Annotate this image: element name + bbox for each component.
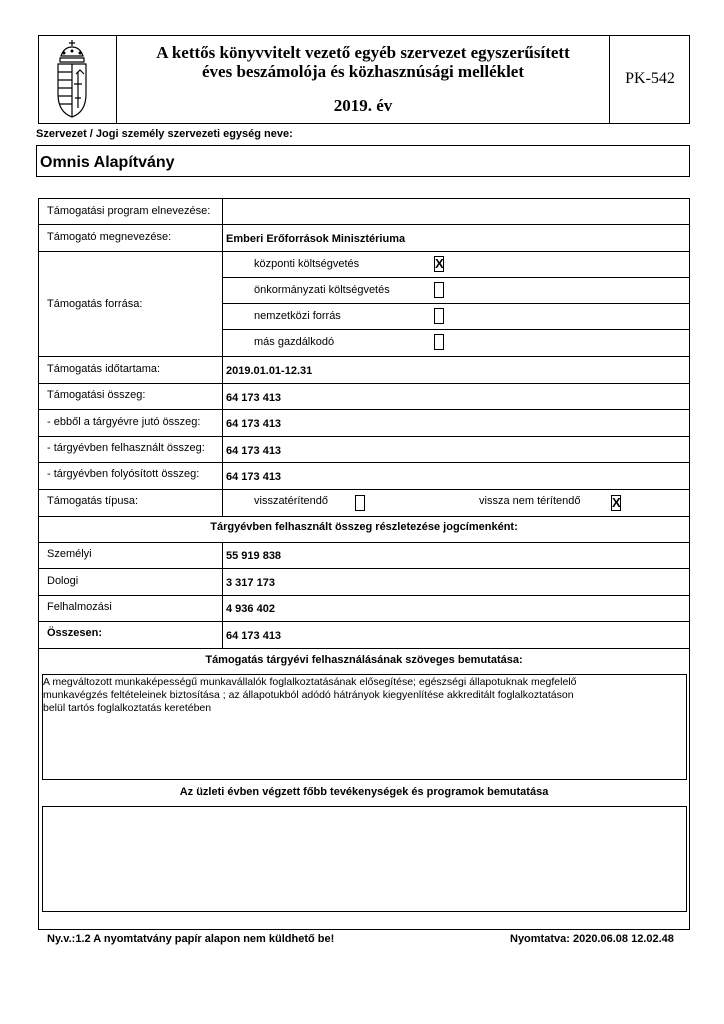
usage-text-line2: munkavégzés feltételeinek biztosítása ; az állapotukból adódó hátrányok kiegyenlítése akkreditált foglalkoztatáson xyxy=(43,689,574,701)
source-option-international: nemzetközi forrás xyxy=(254,310,341,322)
breakdown-label-personal: Személyi xyxy=(47,548,92,560)
org-name: Omnis Alapítvány xyxy=(40,154,175,171)
source-checkbox-municipal[interactable] xyxy=(434,282,444,298)
source-option-municipal: önkormányzati költségvetés xyxy=(254,284,390,296)
type-label: Támogatás típusa: xyxy=(47,495,139,507)
activities-text-box[interactable] xyxy=(42,806,687,912)
duration-label: Támogatás időtartama: xyxy=(47,363,161,375)
type-nonrefundable-label: vissza nem térítendő xyxy=(479,495,581,507)
breakdown-value-total: 64 173 413 xyxy=(226,630,282,642)
program-label: Támogatási program elnevezése: xyxy=(47,205,211,217)
activities-heading: Az üzleti évben végzett főbb tevékenységek és programok bemutatása xyxy=(179,786,549,798)
year-share-value: 64 173 413 xyxy=(226,418,282,430)
breakdown-label-capital: Felhalmozási xyxy=(47,601,112,613)
breakdown-heading: Tárgyévben felhasznált összeg részletezése jogcímenként: xyxy=(210,521,518,533)
amount-value: 64 173 413 xyxy=(226,392,282,404)
duration-value: 2019.01.01-12.31 xyxy=(226,365,313,377)
supporter-value: Emberi Erőforrások Minisztériuma xyxy=(226,233,406,245)
paid-value: 64 173 413 xyxy=(226,471,282,483)
source-label: Támogatás forrása: xyxy=(47,298,143,310)
form-code: PK-542 xyxy=(625,70,675,87)
breakdown-value-personal: 55 919 838 xyxy=(226,550,282,562)
breakdown-label-total: Összesen: xyxy=(47,627,103,639)
source-checkbox-central[interactable]: X xyxy=(435,256,444,271)
breakdown-value-material: 3 317 173 xyxy=(226,577,275,589)
usage-text-line1: A megváltozott munkaképességű munkavállalók foglalkoztatásának elősegítése; egészségi állapotuknak megfelelő xyxy=(43,676,577,688)
form-title-line1: A kettős könyvvitelt vezető egyéb szervezet egyszerűsített xyxy=(156,43,570,62)
form-year: 2019. év xyxy=(333,96,393,115)
hungarian-coat-of-arms-icon xyxy=(52,38,92,120)
footer-print-date: Nyomtatva: 2020.06.08 12.02.48 xyxy=(510,933,674,945)
source-checkbox-other[interactable] xyxy=(434,334,444,350)
type-nonrefundable-checkbox[interactable]: X xyxy=(612,495,621,510)
source-option-other: más gazdálkodó xyxy=(254,336,335,348)
type-refundable-label: visszatérítendő xyxy=(254,495,328,507)
type-refundable-checkbox[interactable] xyxy=(355,495,365,511)
source-checkbox-international[interactable] xyxy=(434,308,444,324)
form-title-line2: éves beszámolója és közhasznúsági melléklet xyxy=(201,62,525,81)
used-label: - tárgyévben felhasznált összeg: xyxy=(47,442,205,454)
footer-note: Ny.v.:1.2 A nyomtatvány papír alapon nem küldhető be! xyxy=(47,933,335,945)
source-option-central: központi költségvetés xyxy=(254,258,360,270)
org-label: Szervezet / Jogi személy szervezeti egység neve: xyxy=(36,128,293,140)
year-share-label: - ebből a tárgyévre jutó összeg: xyxy=(47,416,201,428)
breakdown-label-material: Dologi xyxy=(47,575,79,587)
usage-heading: Támogatás tárgyévi felhasználásának szöveges bemutatása: xyxy=(205,654,523,666)
breakdown-value-capital: 4 936 402 xyxy=(226,603,275,615)
paid-label: - tárgyévben folyósított összeg: xyxy=(47,468,200,480)
amount-label: Támogatási összeg: xyxy=(47,389,146,401)
used-value: 64 173 413 xyxy=(226,445,282,457)
supporter-label: Támogató megnevezése: xyxy=(47,231,172,243)
usage-text-line3: belül tartós foglalkoztatás keretében xyxy=(43,702,212,714)
